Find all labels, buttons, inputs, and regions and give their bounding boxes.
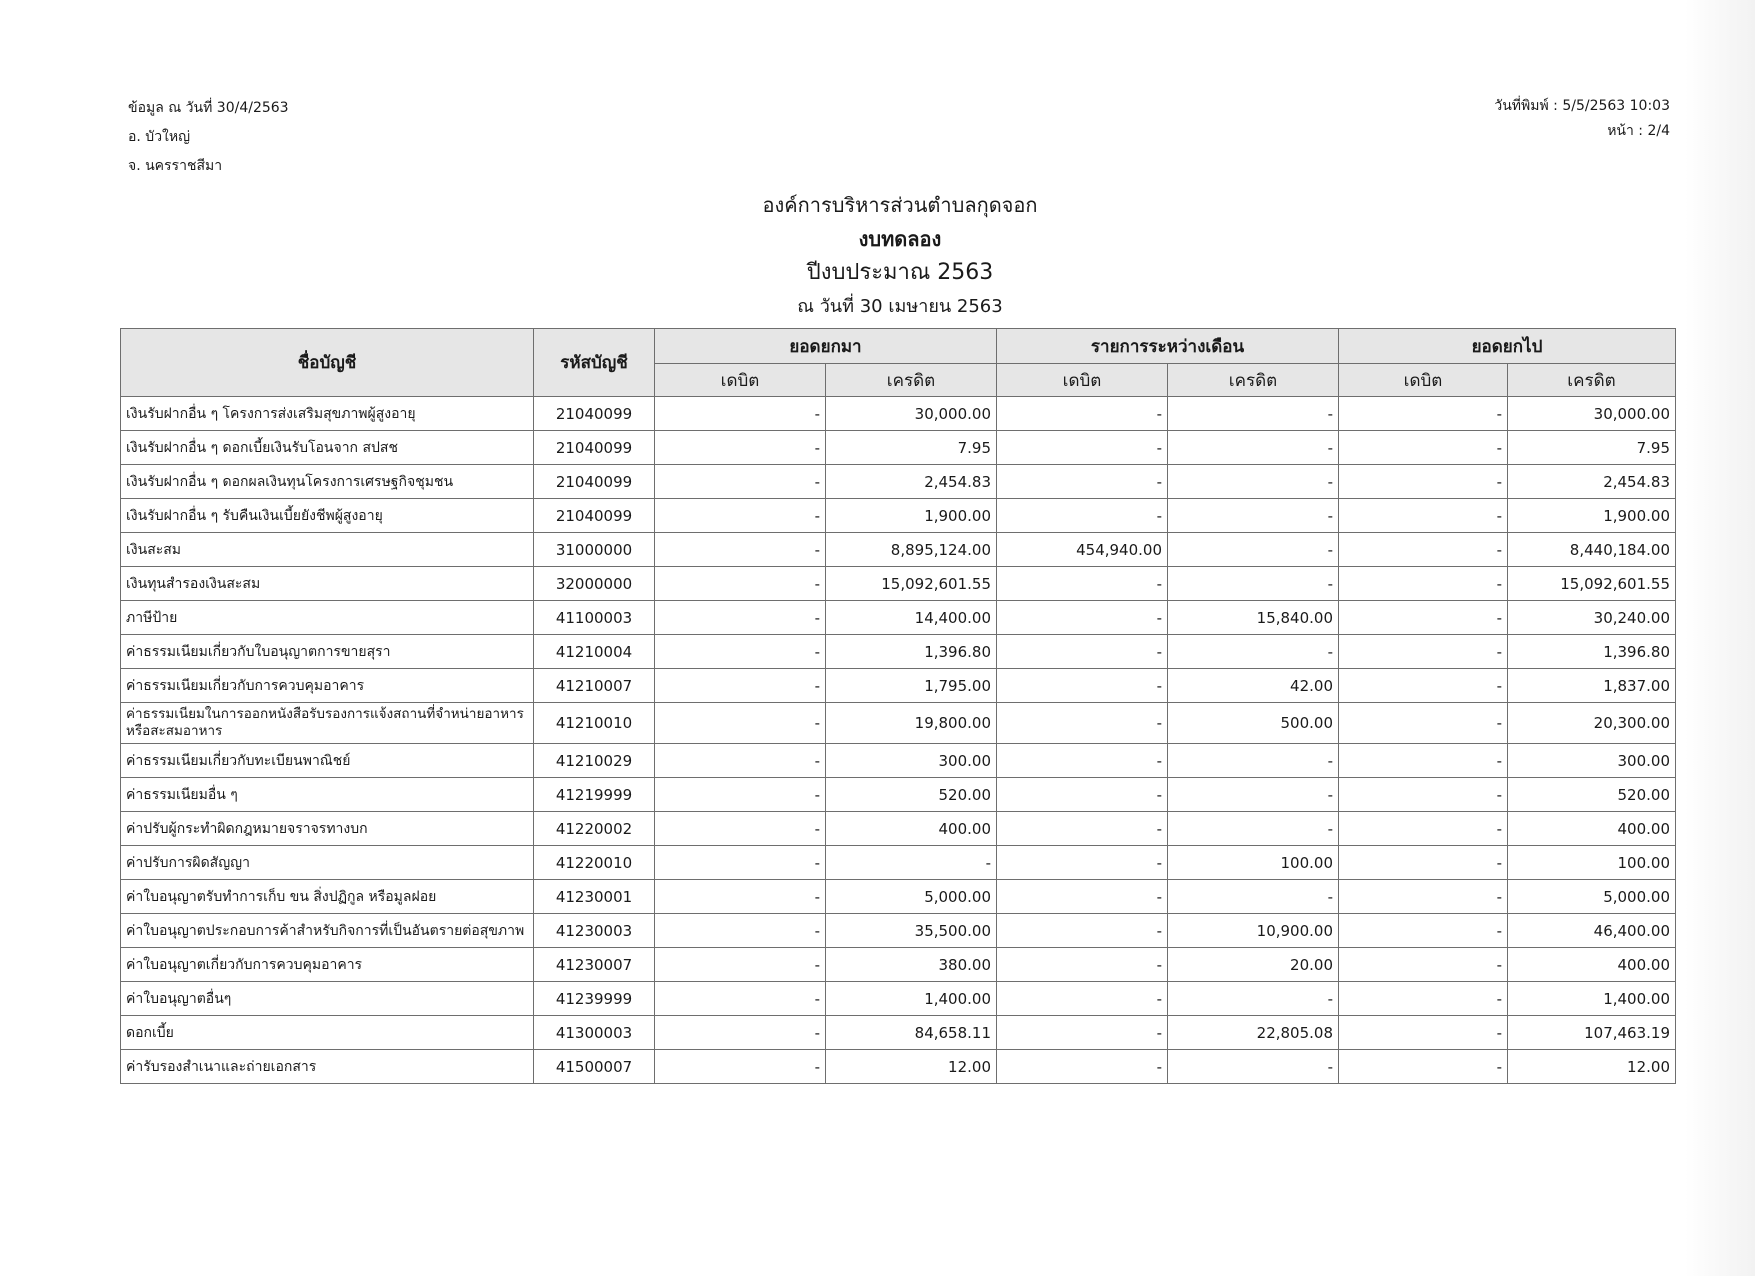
table-body: [121, 397, 1676, 1084]
account-name-cell: เงินรับฝากอื่น ๆ ดอกเบี้ยเงินรับโอนจาก สปสช: [121, 431, 534, 465]
header-cf-credit: เครดิต: [1508, 364, 1676, 397]
bf-credit-cell: 1,795.00: [826, 669, 997, 703]
report-meta-left: [128, 94, 289, 181]
account-name-cell: ค่าธรรมเนียมอื่น ๆ: [121, 778, 534, 812]
table-row: [121, 431, 1676, 465]
account-code-cell: 21040099: [534, 397, 655, 431]
cf-credit-cell: 107,463.19: [1508, 1016, 1676, 1050]
cf-debit-cell: -: [1339, 669, 1508, 703]
cf-credit-cell: 400.00: [1508, 812, 1676, 846]
cf-credit-cell: 520.00: [1508, 778, 1676, 812]
bf-debit-cell: -: [655, 703, 826, 744]
organization-name: องค์การบริหารส่วนตำบลกุดจอก: [762, 193, 1038, 217]
print-date: วันที่พิมพ์ : 5/5/2563 10:03: [1494, 98, 1670, 114]
bf-credit-cell: 7.95: [826, 431, 997, 465]
account-code-cell: 41210007: [534, 669, 655, 703]
bf-credit-cell: 2,454.83: [826, 465, 997, 499]
account-code-cell: 21040099: [534, 431, 655, 465]
month-credit-cell: 10,900.00: [1168, 914, 1339, 948]
table-row: [121, 982, 1676, 1016]
table-row: [121, 744, 1676, 778]
cf-debit-cell: -: [1339, 778, 1508, 812]
account-name-cell: เงินรับฝากอื่น ๆ โครงการส่งเสริมสุขภาพผู้สูงอายุ: [121, 397, 534, 431]
bf-credit-cell: 1,396.80: [826, 635, 997, 669]
cf-debit-cell: -: [1339, 914, 1508, 948]
month-credit-cell: 42.00: [1168, 669, 1339, 703]
cf-debit-cell: -: [1339, 880, 1508, 914]
bf-credit-cell: 400.00: [826, 812, 997, 846]
account-code-cell: 41210029: [534, 744, 655, 778]
account-code-cell: 31000000: [534, 533, 655, 567]
bf-debit-cell: -: [655, 778, 826, 812]
table-header: [121, 329, 1676, 397]
account-name-cell: ค่าใบอนุญาตเกี่ยวกับการควบคุมอาคาร: [121, 948, 534, 982]
report-title-block: [0, 188, 1755, 324]
table-row: [121, 567, 1676, 601]
cf-debit-cell: -: [1339, 846, 1508, 880]
account-name-cell: ค่าธรรมเนียมเกี่ยวกับทะเบียนพาณิชย์: [121, 744, 534, 778]
district-label: อ. บัวใหญ่: [128, 129, 191, 145]
month-credit-cell: -: [1168, 880, 1339, 914]
province-label: จ. นครราชสีมา: [128, 158, 223, 174]
month-debit-cell: -: [997, 846, 1168, 880]
account-code-cell: 21040099: [534, 499, 655, 533]
cf-credit-cell: 20,300.00: [1508, 703, 1676, 744]
account-code-cell: 41210010: [534, 703, 655, 744]
header-account-code: รหัสบัญชี: [534, 329, 655, 397]
table-row: [121, 397, 1676, 431]
header-bf-credit: เครดิต: [826, 364, 997, 397]
bf-debit-cell: -: [655, 880, 826, 914]
cf-debit-cell: -: [1339, 397, 1508, 431]
month-credit-cell: 15,840.00: [1168, 601, 1339, 635]
bf-debit-cell: -: [655, 1050, 826, 1084]
bf-debit-cell: -: [655, 499, 826, 533]
header-bf-debit: เดบิต: [655, 364, 826, 397]
page-number: หน้า : 2/4: [1607, 123, 1670, 139]
account-name-cell: ค่าใบอนุญาตประกอบการค้าสำหรับกิจการที่เป็นอันตรายต่อสุขภาพ: [121, 914, 534, 948]
month-debit-cell: -: [997, 1050, 1168, 1084]
month-debit-cell: 454,940.00: [997, 533, 1168, 567]
account-name-cell: เงินสะสม: [121, 533, 534, 567]
bf-debit-cell: -: [655, 635, 826, 669]
account-code-cell: 41230007: [534, 948, 655, 982]
report-meta-right: [1494, 94, 1670, 144]
cf-debit-cell: -: [1339, 744, 1508, 778]
month-debit-cell: -: [997, 635, 1168, 669]
cf-credit-cell: 300.00: [1508, 744, 1676, 778]
month-debit-cell: -: [997, 880, 1168, 914]
cf-credit-cell: 30,000.00: [1508, 397, 1676, 431]
account-code-cell: 21040099: [534, 465, 655, 499]
bf-credit-cell: 8,895,124.00: [826, 533, 997, 567]
month-credit-cell: -: [1168, 812, 1339, 846]
month-debit-cell: -: [997, 567, 1168, 601]
bf-debit-cell: -: [655, 914, 826, 948]
cf-credit-cell: 100.00: [1508, 846, 1676, 880]
account-name-cell: ค่าใบอนุญาตอื่นๆ: [121, 982, 534, 1016]
table-row: [121, 880, 1676, 914]
table-row: [121, 601, 1676, 635]
month-debit-cell: -: [997, 982, 1168, 1016]
month-credit-cell: 20.00: [1168, 948, 1339, 982]
table-row: [121, 635, 1676, 669]
month-debit-cell: -: [997, 669, 1168, 703]
bf-debit-cell: -: [655, 465, 826, 499]
table-row: [121, 914, 1676, 948]
month-debit-cell: -: [997, 914, 1168, 948]
account-code-cell: 41219999: [534, 778, 655, 812]
account-code-cell: 41100003: [534, 601, 655, 635]
header-brought-forward: ยอดยกมา: [655, 329, 997, 364]
month-debit-cell: -: [997, 601, 1168, 635]
table-row: [121, 948, 1676, 982]
month-credit-cell: -: [1168, 567, 1339, 601]
table-row: [121, 812, 1676, 846]
cf-debit-cell: -: [1339, 948, 1508, 982]
cf-credit-cell: 400.00: [1508, 948, 1676, 982]
account-name-cell: ค่าธรรมเนียมเกี่ยวกับการควบคุมอาคาร: [121, 669, 534, 703]
table-row: [121, 1050, 1676, 1084]
account-name-cell: ดอกเบี้ย: [121, 1016, 534, 1050]
bf-debit-cell: -: [655, 744, 826, 778]
bf-credit-cell: 15,092,601.55: [826, 567, 997, 601]
bf-credit-cell: 14,400.00: [826, 601, 997, 635]
month-credit-cell: 22,805.08: [1168, 1016, 1339, 1050]
account-code-cell: 41220010: [534, 846, 655, 880]
cf-credit-cell: 1,400.00: [1508, 982, 1676, 1016]
month-credit-cell: -: [1168, 1050, 1339, 1084]
month-debit-cell: -: [997, 703, 1168, 744]
header-month-credit: เครดิต: [1168, 364, 1339, 397]
account-name-cell: ภาษีป้าย: [121, 601, 534, 635]
table-row: [121, 533, 1676, 567]
bf-debit-cell: -: [655, 533, 826, 567]
account-name-cell: ค่าปรับผู้กระทำผิดกฎหมายจราจรทางบก: [121, 812, 534, 846]
account-name-cell: ค่าปรับการผิดสัญญา: [121, 846, 534, 880]
cf-debit-cell: -: [1339, 431, 1508, 465]
account-name-cell: เงินรับฝากอื่น ๆ รับคืนเงินเบี้ยยังชีพผู้สูงอายุ: [121, 499, 534, 533]
account-code-cell: 32000000: [534, 567, 655, 601]
account-code-cell: 41210004: [534, 635, 655, 669]
account-code-cell: 41500007: [534, 1050, 655, 1084]
fiscal-year: ปีงบประมาณ 2563: [806, 260, 994, 285]
month-debit-cell: -: [997, 778, 1168, 812]
month-debit-cell: -: [997, 431, 1168, 465]
month-credit-cell: -: [1168, 778, 1339, 812]
header-account-name: ชื่อบัญชี: [121, 329, 534, 397]
account-code-cell: 41300003: [534, 1016, 655, 1050]
account-code-cell: 41239999: [534, 982, 655, 1016]
bf-debit-cell: -: [655, 397, 826, 431]
account-code-cell: 41220002: [534, 812, 655, 846]
cf-debit-cell: -: [1339, 812, 1508, 846]
cf-credit-cell: 30,240.00: [1508, 601, 1676, 635]
cf-credit-cell: 1,837.00: [1508, 669, 1676, 703]
bf-credit-cell: 380.00: [826, 948, 997, 982]
bf-credit-cell: 84,658.11: [826, 1016, 997, 1050]
month-credit-cell: -: [1168, 744, 1339, 778]
cf-debit-cell: -: [1339, 1016, 1508, 1050]
account-name-cell: เงินรับฝากอื่น ๆ ดอกผลเงินทุนโครงการเศรษฐกิจชุมชน: [121, 465, 534, 499]
month-credit-cell: -: [1168, 533, 1339, 567]
cf-debit-cell: -: [1339, 499, 1508, 533]
cf-debit-cell: -: [1339, 635, 1508, 669]
table-row: [121, 465, 1676, 499]
bf-credit-cell: 35,500.00: [826, 914, 997, 948]
bf-debit-cell: -: [655, 431, 826, 465]
bf-debit-cell: -: [655, 1016, 826, 1050]
header-cf-debit: เดบิต: [1339, 364, 1508, 397]
table-row: [121, 778, 1676, 812]
bf-credit-cell: 520.00: [826, 778, 997, 812]
bf-debit-cell: -: [655, 601, 826, 635]
cf-credit-cell: 1,900.00: [1508, 499, 1676, 533]
table-row: [121, 1016, 1676, 1050]
cf-debit-cell: -: [1339, 1050, 1508, 1084]
month-credit-cell: -: [1168, 465, 1339, 499]
bf-debit-cell: -: [655, 982, 826, 1016]
bf-debit-cell: -: [655, 948, 826, 982]
bf-credit-cell: 5,000.00: [826, 880, 997, 914]
bf-credit-cell: 1,400.00: [826, 982, 997, 1016]
header-carried-forward: ยอดยกไป: [1339, 329, 1676, 364]
cf-debit-cell: -: [1339, 533, 1508, 567]
month-credit-cell: -: [1168, 431, 1339, 465]
cf-credit-cell: 7.95: [1508, 431, 1676, 465]
table-row: [121, 499, 1676, 533]
cf-credit-cell: 12.00: [1508, 1050, 1676, 1084]
account-name-cell: ค่าธรรมเนียมเกี่ยวกับใบอนุญาตการขายสุรา: [121, 635, 534, 669]
account-code-cell: 41230001: [534, 880, 655, 914]
month-debit-cell: -: [997, 397, 1168, 431]
cf-debit-cell: -: [1339, 601, 1508, 635]
cf-credit-cell: 46,400.00: [1508, 914, 1676, 948]
month-debit-cell: -: [997, 948, 1168, 982]
month-debit-cell: -: [997, 744, 1168, 778]
month-credit-cell: -: [1168, 635, 1339, 669]
account-name-cell: ค่าธรรมเนียมในการออกหนังสือรับรองการแจ้งสถานที่จำหน่ายอาหารหรือสะสมอาหาร: [121, 703, 534, 744]
report-date: ณ วันที่ 30 เมษายน 2563: [797, 296, 1003, 317]
header-month-debit: เดบิต: [997, 364, 1168, 397]
cf-debit-cell: -: [1339, 982, 1508, 1016]
bf-debit-cell: -: [655, 567, 826, 601]
cf-credit-cell: 5,000.00: [1508, 880, 1676, 914]
header-during-month: รายการระหว่างเดือน: [997, 329, 1339, 364]
account-name-cell: ค่ารับรองสำเนาและถ่ายเอกสาร: [121, 1050, 534, 1084]
month-debit-cell: -: [997, 499, 1168, 533]
bf-credit-cell: -: [826, 846, 997, 880]
table-row: [121, 703, 1676, 744]
bf-credit-cell: 300.00: [826, 744, 997, 778]
account-code-cell: 41230003: [534, 914, 655, 948]
cf-credit-cell: 2,454.83: [1508, 465, 1676, 499]
month-credit-cell: -: [1168, 982, 1339, 1016]
bf-debit-cell: -: [655, 812, 826, 846]
month-credit-cell: -: [1168, 499, 1339, 533]
cf-credit-cell: 15,092,601.55: [1508, 567, 1676, 601]
cf-debit-cell: -: [1339, 567, 1508, 601]
bf-credit-cell: 12.00: [826, 1050, 997, 1084]
cf-credit-cell: 1,396.80: [1508, 635, 1676, 669]
table-row: [121, 669, 1676, 703]
month-debit-cell: -: [997, 812, 1168, 846]
cf-debit-cell: -: [1339, 465, 1508, 499]
data-as-of-date: ข้อมูล ณ วันที่ 30/4/2563: [128, 100, 289, 116]
month-debit-cell: -: [997, 1016, 1168, 1050]
bf-credit-cell: 19,800.00: [826, 703, 997, 744]
account-name-cell: ค่าใบอนุญาตรับทำการเก็บ ขน สิ่งปฏิกูล หรือมูลฝอย: [121, 880, 534, 914]
bf-debit-cell: -: [655, 846, 826, 880]
account-name-cell: เงินทุนสำรองเงินสะสม: [121, 567, 534, 601]
trial-balance-table: [120, 328, 1676, 1084]
document-title: งบทดลอง: [858, 227, 942, 251]
cf-credit-cell: 8,440,184.00: [1508, 533, 1676, 567]
month-credit-cell: 100.00: [1168, 846, 1339, 880]
bf-credit-cell: 30,000.00: [826, 397, 997, 431]
month-credit-cell: -: [1168, 397, 1339, 431]
month-credit-cell: 500.00: [1168, 703, 1339, 744]
cf-debit-cell: -: [1339, 703, 1508, 744]
table-row: [121, 846, 1676, 880]
bf-credit-cell: 1,900.00: [826, 499, 997, 533]
month-debit-cell: -: [997, 465, 1168, 499]
bf-debit-cell: -: [655, 669, 826, 703]
